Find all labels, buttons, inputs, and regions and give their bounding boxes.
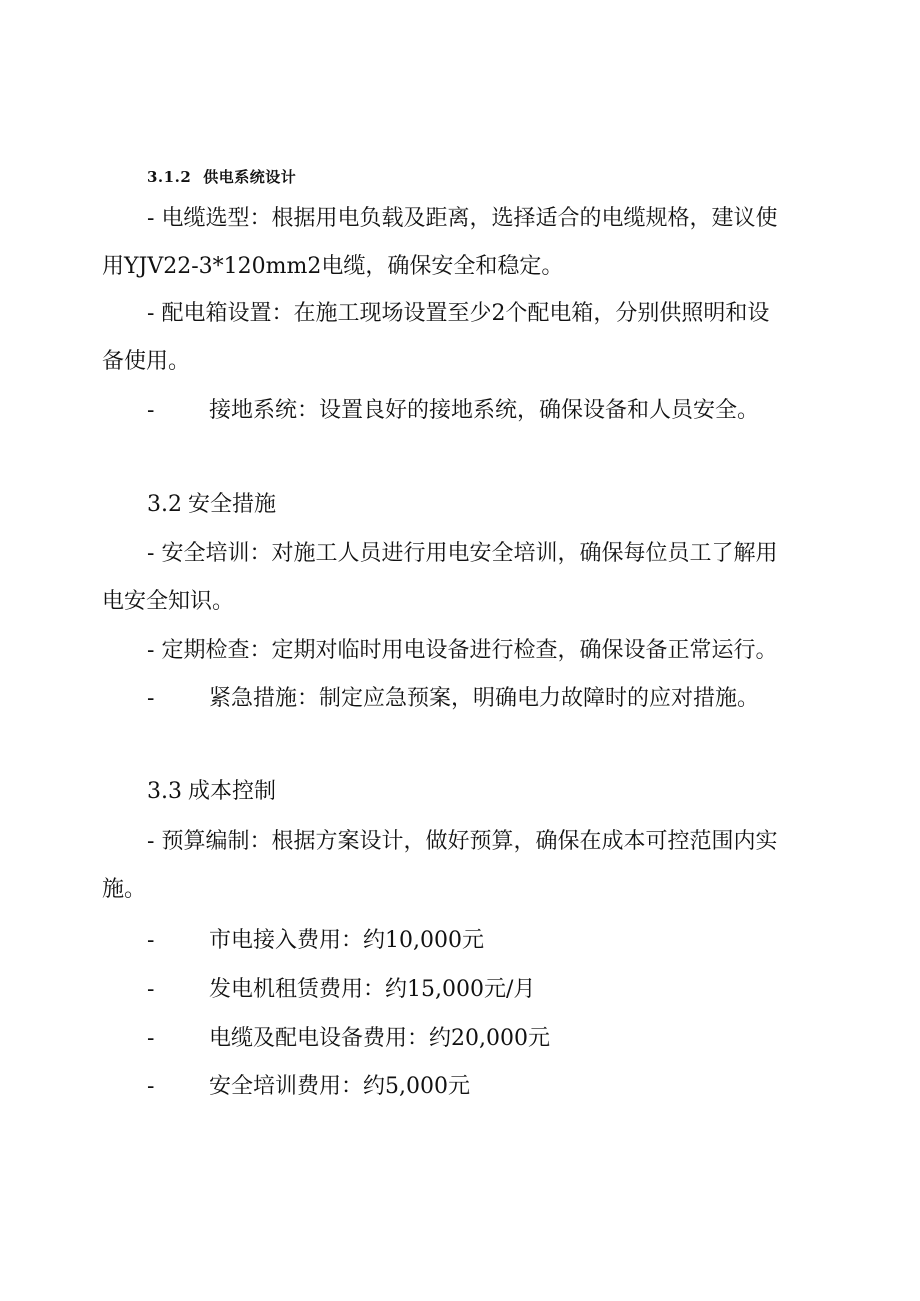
paragraph-text: 预算编制：根据方案设计，做好预算，确保在成本可控范围内实 — [161, 829, 778, 854]
paragraph-text: 电缆选型：根据用电负载及距离，选择适合的电缆规格，建议使 — [161, 206, 778, 231]
paragraph-line — [102, 588, 234, 616]
cost-text: 发电机租赁费用：约15,000元/月 — [209, 977, 536, 1002]
cost-text: 电缆及配电设备费用：约20,000元 — [209, 1026, 550, 1051]
section-heading-3-3 — [147, 778, 276, 806]
section-number: 3.3 — [147, 779, 182, 804]
paragraph-line: - 配电箱设置：在施工现场设置至少2个配电箱，分别供照明和设 — [147, 301, 770, 326]
paragraph-line — [102, 876, 146, 904]
paragraph-text: 电安全知识。 — [102, 589, 235, 614]
paragraph-text: 配电箱设置：在施工现场设置至少2个配电箱，分别供照明和设 — [161, 301, 770, 326]
paragraph-text: 接地系统：设置良好的接地系统，确保设备和人员安全。 — [209, 398, 760, 423]
section-title: 安全措施 — [188, 492, 277, 517]
subsection-title: 供电系统设计 — [203, 168, 297, 186]
paragraph-text: 备使用。 — [102, 349, 191, 374]
cost-item: - 发电机租赁费用：约15,000元/月 — [147, 977, 536, 1002]
section-title: 成本控制 — [188, 779, 277, 804]
cost-text: 安全培训费用：约5,000元 — [209, 1074, 470, 1099]
paragraph-text: 定期检查：定期对临时用电设备进行检查，确保设备正常运行。 — [161, 638, 778, 663]
cost-item: - 电缆及配电设备费用：约20,000元 — [147, 1026, 550, 1051]
subsection-number: 3.1.2 — [147, 168, 192, 186]
paragraph-line: - 定期检查：定期对临时用电设备进行检查，确保设备正常运行。 — [147, 638, 778, 663]
paragraph-line — [102, 253, 563, 281]
cost-text: 市电接入费用：约10,000元 — [209, 928, 484, 953]
section-heading-3-2 — [147, 491, 276, 519]
paragraph-line: - 电缆选型：根据用电负载及距离，选择适合的电缆规格，建议使 — [147, 206, 778, 231]
paragraph-text: 紧急措施：制定应急预案，明确电力故障时的应对措施。 — [209, 686, 760, 711]
paragraph-text: 用YJV22-3*120mm2电缆，确保安全和稳定。 — [102, 254, 564, 279]
subsection-heading-3-1-2 — [147, 166, 296, 187]
paragraph-line: - 接地系统：设置良好的接地系统，确保设备和人员安全。 — [147, 398, 760, 423]
paragraph-line — [102, 348, 190, 376]
paragraph-text: 安全培训：对施工人员进行用电安全培训，确保每位员工了解用 — [161, 541, 778, 566]
section-number: 3.2 — [147, 492, 182, 517]
paragraph-line: - 安全培训：对施工人员进行用电安全培训，确保每位员工了解用 — [147, 541, 778, 566]
paragraph-text: 施。 — [102, 877, 147, 902]
cost-item: - 安全培训费用：约5,000元 — [147, 1074, 470, 1099]
paragraph-line: - 预算编制：根据方案设计，做好预算，确保在成本可控范围内实 — [147, 829, 778, 854]
paragraph-line: - 紧急措施：制定应急预案，明确电力故障时的应对措施。 — [147, 686, 760, 711]
cost-item: - 市电接入费用：约10,000元 — [147, 928, 484, 953]
